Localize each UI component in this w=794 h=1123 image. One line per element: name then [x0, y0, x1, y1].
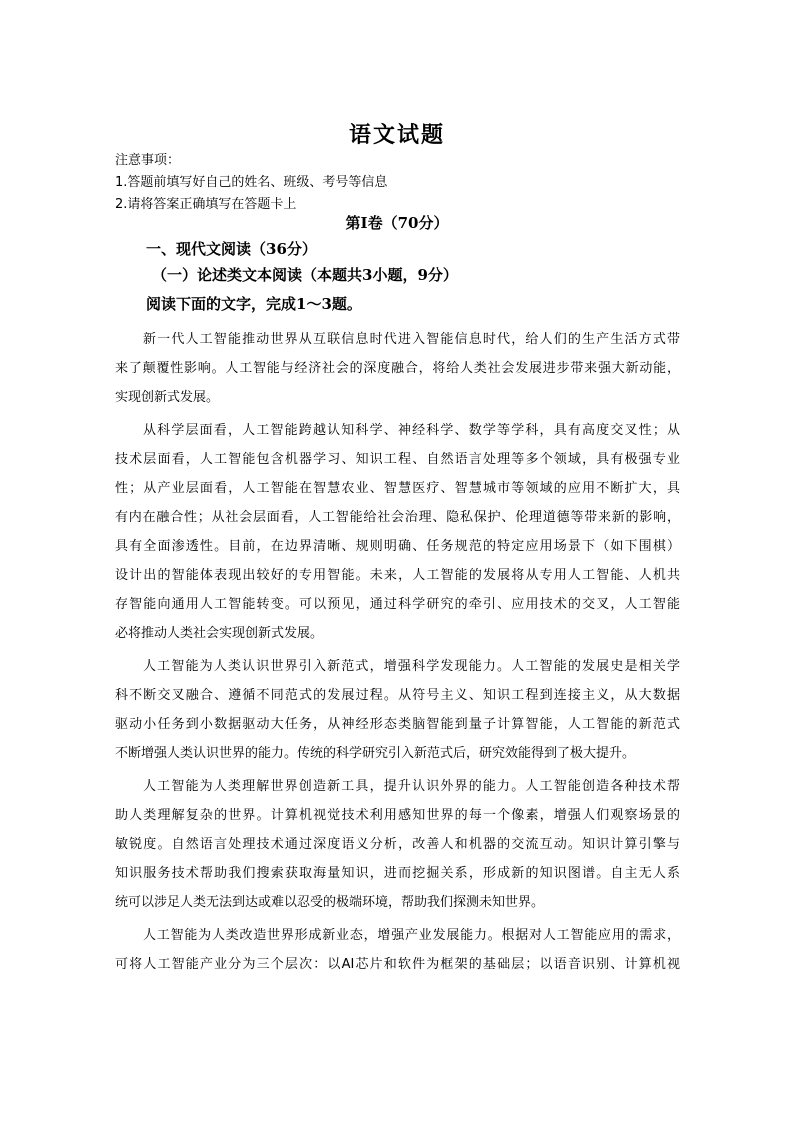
text-line: 不断增强人类认识世界的能力。传统的科学研究引入新范式后，研究效能得到了极大提升。	[115, 746, 636, 761]
text-line: 性；从产业层面看，人工智能在智慧农业、智慧医疗、智慧城市等领域的应用不断扩大，具	[115, 481, 680, 496]
notes-heading: 注意事项：	[115, 153, 181, 168]
text-line: 驱动小任务到小数据驱动大任务，从神经形态类脑智能到量子计算智能，人工智能的新范式	[115, 717, 680, 732]
text-line: 具有全面渗透性。目前，在边界清晰、规则明确、任务规范的特定应用场景下（如下围棋）	[115, 539, 680, 554]
text-line: 科不断交叉融合、遵循不同范式的发展过程。从符号主义、知识工程到连接主义，从大数据	[115, 688, 680, 703]
text-line: 从科学层面看，人工智能跨越认知科学、神经科学、数学等学科，具有高度交叉性；从	[143, 423, 680, 438]
text-line: 实现创新式发展。	[115, 390, 220, 405]
page-title: 语文试题	[348, 122, 445, 148]
subsection-title: （一）论述类文本阅读（本题共3小题，9分）	[152, 266, 458, 284]
text-line: 知识服务技术帮助我们搜索获取海量知识，进而挖掘关系，形成新的知识图谱。自主无人系	[115, 866, 680, 881]
text-line: 新一代人工智能推动世界从互联信息时代进入智能信息时代，给人们的生产生活方式带	[143, 332, 680, 347]
section-title: 一、现代文阅读（36分）	[146, 240, 317, 258]
text-line: 人工智能为人类理解世界创造新工具，提升认识外界的能力。人工智能创造各种技术帮	[143, 779, 680, 794]
text-line: 人工智能为人类认识世界引入新范式，增强科学发现能力。人工智能的发展史是相关学	[143, 659, 680, 674]
paragraph	[115, 652, 680, 768]
paragraph	[115, 325, 680, 412]
text-line: 人工智能为人类改造世界形成新业态，增强产业发展能力。根据对人工智能应用的需求，	[143, 928, 680, 943]
notes-item: 1.答题前填写好自己的姓名、班级、考号等信息	[115, 175, 388, 190]
notes-block	[115, 150, 387, 216]
text-line: 设计出的智能体表现出较好的专用智能。未来，人工智能的发展将从专用人工智能、人机共	[115, 568, 680, 583]
paragraph	[115, 772, 680, 917]
text-line: 技术层面看，人工智能包含机器学习、知识工程、自然语言处理等多个领域，具有极强专业	[115, 452, 680, 467]
text-line: 必将推动人类社会实现创新式发展。	[115, 626, 324, 641]
reading-instruction: 阅读下面的文字，完成1～3题。	[146, 295, 362, 313]
paragraph	[115, 416, 680, 648]
notes-item: 2.请将答案正确填写在答题卡上	[115, 197, 297, 212]
text-line: 敏锐度。自然语言处理技术通过深度语义分析，改善人和机器的交流互动。知识计算引擎与	[115, 837, 680, 852]
text-line: 存智能向通用人工智能转变。可以预见，通过科学研究的牵引、应用技术的交叉，人工智能	[115, 597, 680, 612]
text-line: 来了颠覆性影响。人工智能与经济社会的深度融合，将给人类社会发展进步带来强大新动能，	[115, 361, 680, 376]
part-title: 第Ⅰ卷（70分）	[345, 214, 449, 232]
text-line: 统可以涉足人类无法到达或难以忍受的极端环境，帮助我们探测未知世界。	[115, 895, 545, 910]
reading-passage	[115, 325, 680, 983]
text-line: 助人类理解复杂的世界。计算机视觉技术利用感知世界的每一个像素，增强人们观察场景的	[115, 808, 680, 823]
paragraph	[115, 921, 680, 979]
text-line: 可将人工智能产业分为三个层次：以AI芯片和软件为框架的基础层；以语音识别、计算机视	[115, 957, 680, 972]
text-line: 有内在融合性；从社会层面看，人工智能给社会治理、隐私保护、伦理道德等带来新的影响，	[115, 510, 680, 525]
